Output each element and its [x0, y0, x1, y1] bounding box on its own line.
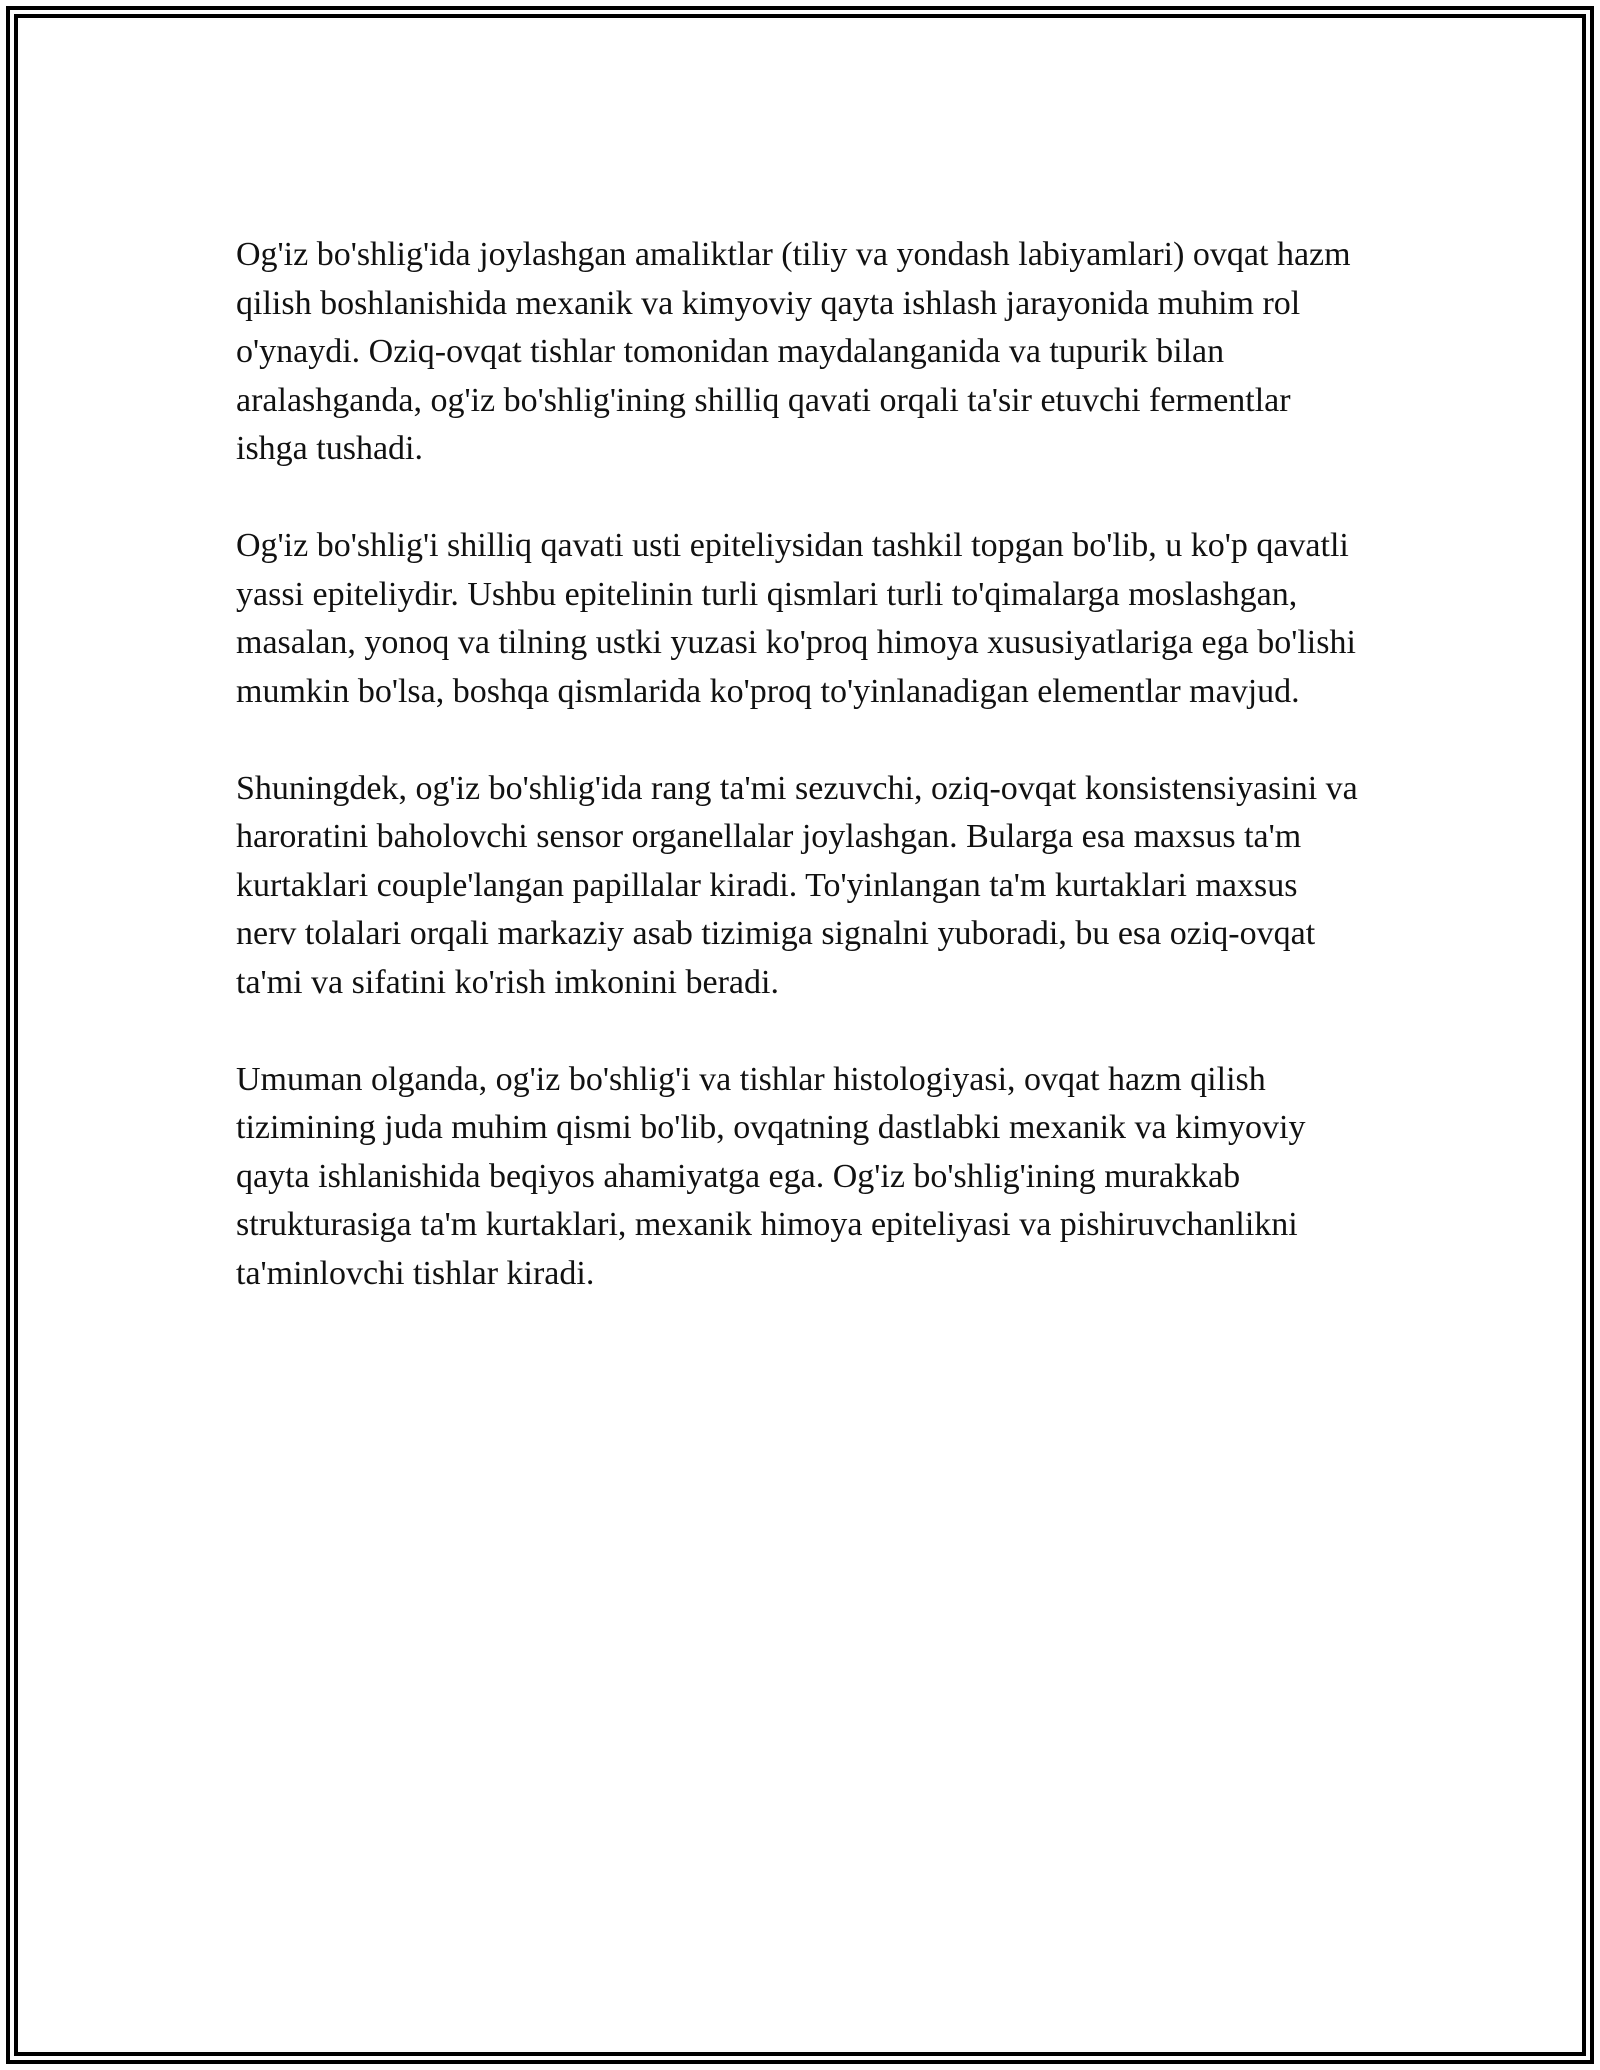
- paragraph: Og'iz bo'shlig'ida joylashgan amaliktlar (tiliy va yondash labiyamlari) ovqat hazm qilish boshlanishida mexanik va kimyoviy qayta ishlash jarayonida muhim rol o'ynaydi. Oziq-ovqat tishlar tomonidan maydalanganida va tupurik bilan aralashganda, og'iz bo'shlig'ining shilliq qavati orqali ta'sir etuvchi fermentlar ishga tushadi.: [236, 236, 1351, 467]
- paragraph: Shuningdek, og'iz bo'shlig'ida rang ta'mi sezuvchi, oziq-ovqat konsistensiyasini va haroratini baholovchi sensor organellalar joylashgan. Bularga esa maxsus ta'm kurtaklari couple'langan papillalar kiradi. To'yinlangan ta'm kurtaklari maxsus nerv tolalari orqali markaziy asab tizimiga signalni yuboradi, bu esa oziq-ovqat ta'mi va sifatini ko'rish imkonini beradi.: [236, 769, 1358, 1001]
- paragraph: Umuman olganda, og'iz bo'shlig'i va tishlar histologiyasi, ovqat hazm qilish tizimining juda muhim qismi bo'lib, ovqatning dastlabki mexanik va kimyoviy qayta ishlanishida beqiyos ahamiyatga ega. Og'iz bo'shlig'ining murakkab strukturasiga ta'm kurtaklari, mexanik himoya epiteliyasi va pishiruvchanlikni ta'minlovchi tishlar kiradi.: [236, 1060, 1306, 1292]
- document-body: [236, 231, 1366, 1347]
- paragraph: Og'iz bo'shlig'i shilliq qavati usti epiteliysidan tashkil topgan bo'lib, u ko'p qavatli yassi epiteliydir. Ushbu epitelinin turli qismlari turli to'qimalarga moslashgan, masalan, yonoq va tilning ustki yuzasi ko'proq himoya xususiyatlariga ega bo'lishi mumkin bo'lsa, boshqa qismlarida ko'proq to'yinlanadigan elementlar mavjud.: [236, 527, 1356, 710]
